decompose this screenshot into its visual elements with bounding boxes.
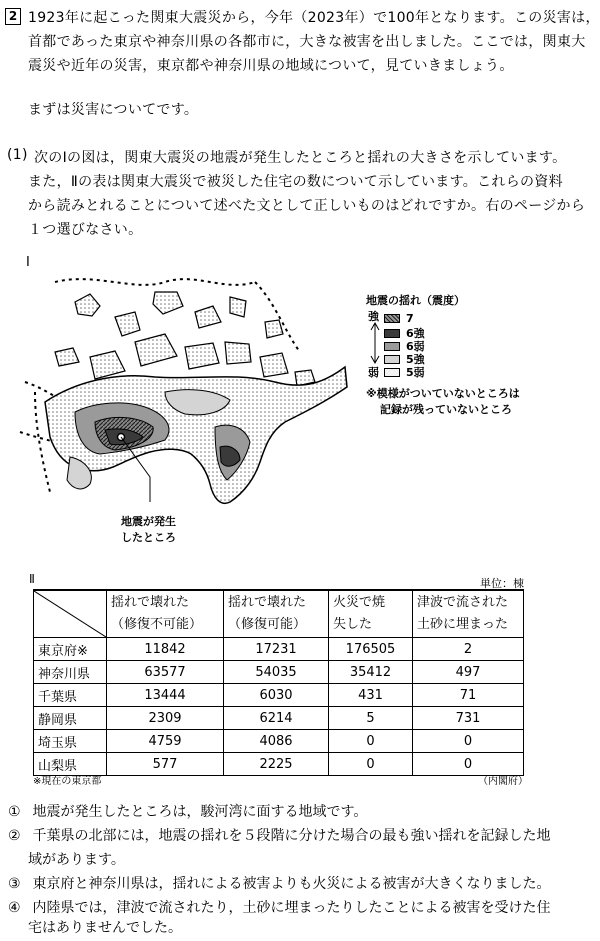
- legend-item-7: [384, 312, 414, 325]
- option-4[interactable]: [8, 897, 550, 917]
- value-cell: 0: [329, 730, 413, 753]
- table-header: [107, 590, 224, 638]
- value-cell: 4086: [224, 730, 329, 753]
- table-row: [34, 707, 524, 730]
- option-text: 地震が発生したところは，駿河湾に面する地域です。: [32, 804, 368, 820]
- legend-label: 6弱: [406, 340, 425, 353]
- legend-note-2: 記録が残っていないところ: [380, 403, 512, 416]
- legend-item-5-weak: [384, 364, 425, 380]
- damage-table: [33, 589, 524, 776]
- legend-label: 5強: [406, 353, 425, 366]
- header-line: 揺れで壊れた: [228, 595, 307, 610]
- option-text: 千葉県の北部には，地震の揺れを５段階に分けた場合の最も強い揺れを記録した地: [32, 828, 551, 844]
- legend-label: 5弱: [406, 366, 425, 379]
- pref-cell: 東京府※: [34, 638, 107, 661]
- header-line: （修復不可能）: [111, 617, 203, 632]
- sub-line-2: また，Ⅱの表は関東大震災で被災した住宅の数について示しています。これらの資料: [28, 174, 563, 190]
- option-mark: ①: [8, 804, 21, 820]
- lead-text: まずは災害についてです。: [28, 102, 199, 118]
- table-corner-cell: [34, 590, 107, 638]
- table-row: [34, 638, 524, 661]
- value-cell: 176505: [329, 638, 413, 661]
- legend-title: 地震の揺れ（震度）: [366, 294, 465, 307]
- figure2-label: Ⅱ: [29, 572, 35, 586]
- option-mark: ④: [8, 900, 21, 916]
- value-cell: 35412: [329, 661, 413, 684]
- figure1-label: Ⅰ: [26, 255, 30, 270]
- legend-swatch: [384, 314, 400, 323]
- value-cell: 6214: [224, 707, 329, 730]
- legend-label: 7: [406, 312, 414, 325]
- sub-question-number: (1): [7, 147, 28, 163]
- table-header: [224, 590, 329, 638]
- header-line: 津波で流された: [417, 595, 509, 610]
- intro-line-2: 首都であった東京や神奈川県の各都市に，大きな被害を出しました。ここでは，関東大: [28, 34, 586, 50]
- pref-cell: 千葉県: [34, 684, 107, 707]
- epicenter-label-1: 地震が発生: [121, 515, 176, 528]
- legend-arrow-icon: [370, 322, 380, 364]
- table-unit: 単位：棟: [480, 577, 524, 590]
- option-3[interactable]: [8, 873, 550, 893]
- table-source: （内閣府）: [478, 776, 528, 787]
- sub-line-3: から読みとれることについて述べた文として正しいものはどれですか。右のページから: [28, 198, 586, 214]
- value-cell: 2309: [107, 707, 224, 730]
- value-cell: 431: [329, 684, 413, 707]
- value-cell: 13444: [107, 684, 224, 707]
- table-header: [329, 590, 413, 638]
- header-line: 火災で焼: [333, 595, 386, 610]
- pref-cell: 神奈川県: [34, 661, 107, 684]
- pref-cell: 静岡県: [34, 707, 107, 730]
- header-line: 揺れで壊れた: [111, 595, 190, 610]
- value-cell: 17231: [224, 638, 329, 661]
- value-cell: 5: [329, 707, 413, 730]
- option-1[interactable]: [8, 801, 367, 821]
- legend-weak: 弱: [368, 366, 379, 379]
- value-cell: 2: [413, 638, 524, 661]
- table-row: [34, 661, 524, 684]
- table-header: [413, 590, 524, 638]
- epicenter-label-2: したところ: [121, 531, 176, 544]
- option-2-continued: 域があります。: [28, 852, 125, 868]
- value-cell: 731: [413, 707, 524, 730]
- legend-swatch: [384, 329, 400, 338]
- value-cell: 54035: [224, 661, 329, 684]
- legend-swatch: [384, 368, 400, 377]
- legend-strong: 強: [368, 310, 379, 323]
- intro-line-1: 1923年に起こった関東大震災から，今年（2023年）で100年となります。この災害は，: [28, 10, 600, 26]
- option-mark: ②: [8, 828, 21, 844]
- value-cell: 0: [329, 753, 413, 776]
- value-cell: 0: [413, 753, 524, 776]
- legend-swatch: [384, 342, 400, 351]
- sub-line-4: １つ選びなさい。: [28, 222, 143, 238]
- table-header-row: [34, 590, 524, 638]
- question-number: 2: [5, 8, 21, 25]
- kanto-map: [15, 262, 360, 552]
- legend-swatch: [384, 355, 400, 364]
- table-note: ※現在の東京都: [33, 776, 102, 787]
- pref-cell: 埼玉県: [34, 730, 107, 753]
- value-cell: 71: [413, 684, 524, 707]
- pref-cell: 山梨県: [34, 753, 107, 776]
- legend-label: 6強: [406, 327, 425, 340]
- sub-line-1: 次のⅠの図は，関東大震災の地震が発生したところと揺れの大きさを示しています。: [34, 150, 567, 166]
- value-cell: 0: [413, 730, 524, 753]
- option-mark: ③: [8, 876, 21, 892]
- value-cell: 577: [107, 753, 224, 776]
- option-2[interactable]: [8, 825, 550, 845]
- option-4-continued: 宅はありませんでした。: [28, 920, 182, 936]
- value-cell: 11842: [107, 638, 224, 661]
- value-cell: 2225: [224, 753, 329, 776]
- option-text: 内陸県では，津波で流されたり，土砂に埋まったりしたことによる被害を受けた住: [32, 900, 551, 916]
- option-text: 東京府と神奈川県は，揺れによる被害よりも火災による被害が大きくなりました。: [32, 876, 551, 892]
- diagonal-line: [34, 591, 106, 637]
- value-cell: 497: [413, 661, 524, 684]
- value-cell: 4759: [107, 730, 224, 753]
- header-line: 土砂に埋まった: [417, 617, 509, 632]
- value-cell: 6030: [224, 684, 329, 707]
- table-row: [34, 730, 524, 753]
- header-line: 失した: [333, 617, 373, 632]
- intro-line-3: 震災や近年の災害，東京都や神奈川県の地域について，見ていきましょう。: [28, 58, 514, 74]
- table-row: [34, 753, 524, 776]
- legend-note-1: ※模様がついていないところは: [366, 387, 520, 400]
- value-cell: 63577: [107, 661, 224, 684]
- table-row: [34, 684, 524, 707]
- header-line: （修復可能）: [228, 617, 307, 632]
